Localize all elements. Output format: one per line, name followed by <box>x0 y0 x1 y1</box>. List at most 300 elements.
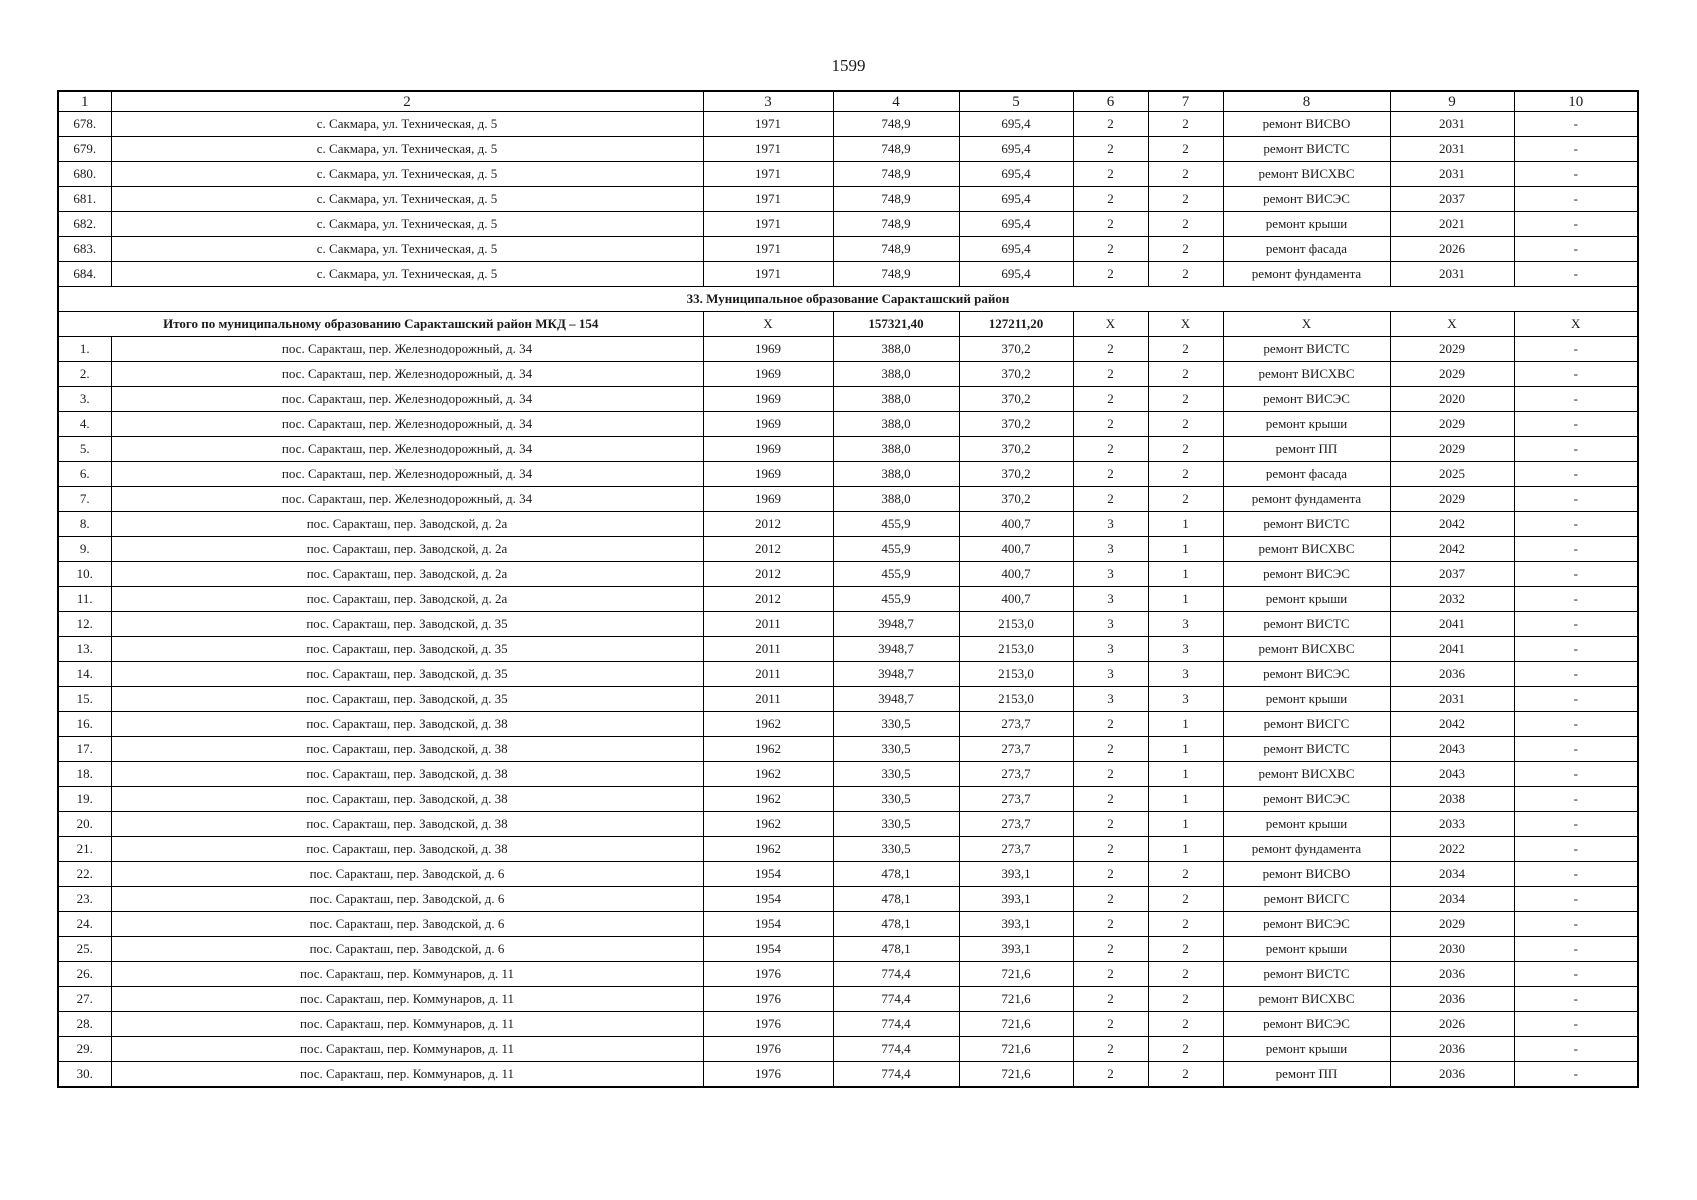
cell-living-area: 370,2 <box>959 437 1073 462</box>
cell-row-number: 18. <box>58 762 111 787</box>
table-row <box>58 562 1638 587</box>
cell-total-area: 748,9 <box>833 262 959 287</box>
cell-planned-year: 2043 <box>1390 762 1514 787</box>
cell-row-number: 28. <box>58 1012 111 1037</box>
cell-address: пос. Саракташ, пер. Железнодорожный, д. 34 <box>111 462 703 487</box>
cell-work-type: ремонт крыши <box>1223 1037 1390 1062</box>
cell-year-built: 1954 <box>703 862 833 887</box>
cell-note: - <box>1514 362 1638 387</box>
cell-planned-year: 2029 <box>1390 337 1514 362</box>
cell-row-number: 30. <box>58 1062 111 1088</box>
table-row <box>58 937 1638 962</box>
cell-note: - <box>1514 487 1638 512</box>
cell-planned-year: 2043 <box>1390 737 1514 762</box>
cell-floors: 2 <box>1073 887 1148 912</box>
cell-year-built: 2012 <box>703 512 833 537</box>
cell-note: - <box>1514 962 1638 987</box>
table-row <box>58 137 1638 162</box>
cell-note: - <box>1514 187 1638 212</box>
cell-note: - <box>1514 712 1638 737</box>
cell-floors: 2 <box>1073 337 1148 362</box>
cell-row-number: 678. <box>58 112 111 137</box>
cell-work-type: ремонт ВИСТС <box>1223 737 1390 762</box>
cell-note: - <box>1514 587 1638 612</box>
cell-total-area: 388,0 <box>833 412 959 437</box>
cell-total-area: 3948,7 <box>833 687 959 712</box>
cell-note: - <box>1514 562 1638 587</box>
cell-note: - <box>1514 1062 1638 1088</box>
column-header-4: 4 <box>833 91 959 112</box>
cell-address: пос. Саракташ, пер. Коммунаров, д. 11 <box>111 962 703 987</box>
cell-living-area: 2153,0 <box>959 612 1073 637</box>
table-row <box>58 587 1638 612</box>
cell-planned-year: 2036 <box>1390 1062 1514 1088</box>
cell-note: - <box>1514 737 1638 762</box>
cell-year-built: 1971 <box>703 262 833 287</box>
cell-floors: 2 <box>1073 1037 1148 1062</box>
cell-year-built: 1969 <box>703 487 833 512</box>
cell-total-area: 478,1 <box>833 912 959 937</box>
cell-note: - <box>1514 887 1638 912</box>
cell-entrances: 2 <box>1148 262 1223 287</box>
cell-floors: 2 <box>1073 762 1148 787</box>
cell-entrances: 2 <box>1148 112 1223 137</box>
cell-total-area: 388,0 <box>833 487 959 512</box>
cell-living-area: 695,4 <box>959 237 1073 262</box>
cell-year-built: 1969 <box>703 387 833 412</box>
cell-year-built: 1976 <box>703 987 833 1012</box>
cell-work-type: ремонт ПП <box>1223 1062 1390 1088</box>
cell-address: пос. Саракташ, пер. Заводской, д. 6 <box>111 862 703 887</box>
cell-note: - <box>1514 137 1638 162</box>
cell-row-number: 1. <box>58 337 111 362</box>
cell-planned-year: 2029 <box>1390 412 1514 437</box>
cell-total-area: 748,9 <box>833 162 959 187</box>
column-header-5: 5 <box>959 91 1073 112</box>
cell-entrances: 2 <box>1148 987 1223 1012</box>
cell-address: с. Сакмара, ул. Техническая, д. 5 <box>111 137 703 162</box>
cell-planned-year: 2042 <box>1390 537 1514 562</box>
cell-work-type: ремонт ВИСТС <box>1223 612 1390 637</box>
cell-total-area: 388,0 <box>833 337 959 362</box>
cell-work-type: ремонт ВИСГС <box>1223 712 1390 737</box>
cell-planned-year: 2041 <box>1390 612 1514 637</box>
cell-address: пос. Саракташ, пер. Заводской, д. 2а <box>111 587 703 612</box>
cell-living-area: 393,1 <box>959 862 1073 887</box>
cell-work-type: ремонт ВИСХВС <box>1223 637 1390 662</box>
total-planned-year: X <box>1390 312 1514 337</box>
table-row <box>58 787 1638 812</box>
table-row <box>58 187 1638 212</box>
cell-address: пос. Саракташ, пер. Заводской, д. 35 <box>111 637 703 662</box>
cell-work-type: ремонт ВИСВО <box>1223 112 1390 137</box>
total-living-area: 127211,20 <box>959 312 1073 337</box>
cell-note: - <box>1514 337 1638 362</box>
cell-floors: 2 <box>1073 387 1148 412</box>
cell-floors: 2 <box>1073 987 1148 1012</box>
table-row <box>58 162 1638 187</box>
cell-living-area: 2153,0 <box>959 687 1073 712</box>
cell-row-number: 13. <box>58 637 111 662</box>
cell-note: - <box>1514 387 1638 412</box>
cell-floors: 2 <box>1073 487 1148 512</box>
table-row <box>58 687 1638 712</box>
column-header-10: 10 <box>1514 91 1638 112</box>
cell-row-number: 5. <box>58 437 111 462</box>
cell-entrances: 2 <box>1148 187 1223 212</box>
cell-address: пос. Саракташ, пер. Заводской, д. 38 <box>111 837 703 862</box>
cell-note: - <box>1514 412 1638 437</box>
cell-entrances: 2 <box>1148 1037 1223 1062</box>
cell-row-number: 24. <box>58 912 111 937</box>
cell-total-area: 3948,7 <box>833 612 959 637</box>
cell-entrances: 1 <box>1148 712 1223 737</box>
cell-planned-year: 2029 <box>1390 912 1514 937</box>
cell-total-area: 330,5 <box>833 762 959 787</box>
cell-address: пос. Саракташ, пер. Заводской, д. 35 <box>111 662 703 687</box>
table-row <box>58 237 1638 262</box>
cell-planned-year: 2038 <box>1390 787 1514 812</box>
cell-living-area: 721,6 <box>959 1012 1073 1037</box>
cell-row-number: 7. <box>58 487 111 512</box>
table-row <box>58 862 1638 887</box>
cell-address: с. Сакмара, ул. Техническая, д. 5 <box>111 187 703 212</box>
cell-living-area: 370,2 <box>959 387 1073 412</box>
cell-entrances: 2 <box>1148 437 1223 462</box>
cell-entrances: 1 <box>1148 512 1223 537</box>
cell-year-built: 1976 <box>703 962 833 987</box>
cell-entrances: 1 <box>1148 737 1223 762</box>
cell-planned-year: 2031 <box>1390 137 1514 162</box>
cell-year-built: 1976 <box>703 1012 833 1037</box>
column-header-1: 1 <box>58 91 111 112</box>
cell-total-area: 455,9 <box>833 562 959 587</box>
cell-address: пос. Саракташ, пер. Заводской, д. 2а <box>111 512 703 537</box>
cell-address: пос. Саракташ, пер. Заводской, д. 35 <box>111 612 703 637</box>
cell-planned-year: 2026 <box>1390 1012 1514 1037</box>
cell-address: пос. Саракташ, пер. Заводской, д. 38 <box>111 762 703 787</box>
cell-total-area: 748,9 <box>833 237 959 262</box>
cell-living-area: 695,4 <box>959 212 1073 237</box>
cell-work-type: ремонт ВИСЭС <box>1223 562 1390 587</box>
cell-row-number: 27. <box>58 987 111 1012</box>
cell-address: пос. Саракташ, пер. Заводской, д. 38 <box>111 737 703 762</box>
cell-work-type: ремонт ВИСЭС <box>1223 662 1390 687</box>
cell-note: - <box>1514 987 1638 1012</box>
column-header-8: 8 <box>1223 91 1390 112</box>
cell-living-area: 400,7 <box>959 562 1073 587</box>
total-label: Итого по муниципальному образованию Саракташский район МКД – 154 <box>58 312 703 337</box>
cell-living-area: 400,7 <box>959 587 1073 612</box>
cell-planned-year: 2042 <box>1390 712 1514 737</box>
cell-entrances: 2 <box>1148 937 1223 962</box>
cell-planned-year: 2025 <box>1390 462 1514 487</box>
cell-entrances: 2 <box>1148 237 1223 262</box>
cell-row-number: 19. <box>58 787 111 812</box>
cell-row-number: 6. <box>58 462 111 487</box>
cell-year-built: 2012 <box>703 562 833 587</box>
column-header-7: 7 <box>1148 91 1223 112</box>
cell-planned-year: 2031 <box>1390 162 1514 187</box>
cell-total-area: 388,0 <box>833 387 959 412</box>
cell-address: с. Сакмара, ул. Техническая, д. 5 <box>111 212 703 237</box>
cell-row-number: 8. <box>58 512 111 537</box>
cell-year-built: 1971 <box>703 187 833 212</box>
cell-floors: 2 <box>1073 1012 1148 1037</box>
cell-floors: 2 <box>1073 412 1148 437</box>
cell-floors: 2 <box>1073 187 1148 212</box>
cell-year-built: 1971 <box>703 112 833 137</box>
cell-total-area: 330,5 <box>833 837 959 862</box>
cell-row-number: 26. <box>58 962 111 987</box>
cell-work-type: ремонт крыши <box>1223 937 1390 962</box>
table-row <box>58 637 1638 662</box>
cell-address: пос. Саракташ, пер. Заводской, д. 35 <box>111 687 703 712</box>
cell-entrances: 3 <box>1148 612 1223 637</box>
cell-row-number: 11. <box>58 587 111 612</box>
cell-planned-year: 2036 <box>1390 1037 1514 1062</box>
cell-living-area: 370,2 <box>959 412 1073 437</box>
table-row <box>58 387 1638 412</box>
cell-note: - <box>1514 637 1638 662</box>
cell-entrances: 2 <box>1148 212 1223 237</box>
cell-living-area: 721,6 <box>959 1062 1073 1088</box>
cell-floors: 2 <box>1073 462 1148 487</box>
table-row <box>58 462 1638 487</box>
cell-note: - <box>1514 837 1638 862</box>
table-body <box>58 112 1638 1088</box>
cell-entrances: 2 <box>1148 387 1223 412</box>
cell-planned-year: 2036 <box>1390 962 1514 987</box>
cell-entrances: 1 <box>1148 562 1223 587</box>
cell-row-number: 2. <box>58 362 111 387</box>
table-row <box>58 212 1638 237</box>
cell-row-number: 25. <box>58 937 111 962</box>
cell-entrances: 1 <box>1148 537 1223 562</box>
cell-note: - <box>1514 237 1638 262</box>
cell-note: - <box>1514 212 1638 237</box>
cell-row-number: 23. <box>58 887 111 912</box>
cell-entrances: 2 <box>1148 462 1223 487</box>
cell-floors: 2 <box>1073 212 1148 237</box>
cell-total-area: 748,9 <box>833 137 959 162</box>
table-row <box>58 362 1638 387</box>
cell-planned-year: 2037 <box>1390 187 1514 212</box>
cell-floors: 3 <box>1073 537 1148 562</box>
cell-address: с. Сакмара, ул. Техническая, д. 5 <box>111 237 703 262</box>
cell-entrances: 2 <box>1148 337 1223 362</box>
cell-year-built: 1962 <box>703 787 833 812</box>
cell-note: - <box>1514 462 1638 487</box>
cell-floors: 2 <box>1073 787 1148 812</box>
cell-row-number: 683. <box>58 237 111 262</box>
cell-floors: 2 <box>1073 737 1148 762</box>
housing-repair-table <box>57 90 1639 1088</box>
cell-year-built: 1954 <box>703 937 833 962</box>
cell-living-area: 393,1 <box>959 912 1073 937</box>
cell-work-type: ремонт крыши <box>1223 212 1390 237</box>
cell-year-built: 1971 <box>703 162 833 187</box>
cell-planned-year: 2036 <box>1390 662 1514 687</box>
cell-planned-year: 2031 <box>1390 112 1514 137</box>
cell-floors: 3 <box>1073 637 1148 662</box>
cell-living-area: 695,4 <box>959 162 1073 187</box>
cell-year-built: 1969 <box>703 362 833 387</box>
cell-floors: 3 <box>1073 562 1148 587</box>
cell-note: - <box>1514 862 1638 887</box>
table-row <box>58 112 1638 137</box>
cell-row-number: 3. <box>58 387 111 412</box>
cell-note: - <box>1514 812 1638 837</box>
cell-planned-year: 2029 <box>1390 437 1514 462</box>
cell-work-type: ремонт крыши <box>1223 587 1390 612</box>
cell-floors: 3 <box>1073 687 1148 712</box>
cell-address: пос. Саракташ, пер. Заводской, д. 6 <box>111 912 703 937</box>
cell-total-area: 478,1 <box>833 937 959 962</box>
cell-work-type: ремонт ВИСВО <box>1223 862 1390 887</box>
cell-work-type: ремонт ВИСГС <box>1223 887 1390 912</box>
cell-row-number: 12. <box>58 612 111 637</box>
cell-entrances: 1 <box>1148 812 1223 837</box>
cell-year-built: 1971 <box>703 212 833 237</box>
cell-row-number: 29. <box>58 1037 111 1062</box>
table-row <box>58 1037 1638 1062</box>
cell-work-type: ремонт ВИСЭС <box>1223 1012 1390 1037</box>
cell-row-number: 9. <box>58 537 111 562</box>
cell-living-area: 273,7 <box>959 787 1073 812</box>
cell-year-built: 1971 <box>703 237 833 262</box>
total-year-built: X <box>703 312 833 337</box>
cell-total-area: 388,0 <box>833 362 959 387</box>
cell-row-number: 679. <box>58 137 111 162</box>
cell-year-built: 2012 <box>703 587 833 612</box>
cell-year-built: 1976 <box>703 1062 833 1088</box>
cell-living-area: 273,7 <box>959 762 1073 787</box>
cell-floors: 2 <box>1073 912 1148 937</box>
cell-year-built: 2012 <box>703 537 833 562</box>
cell-row-number: 22. <box>58 862 111 887</box>
cell-entrances: 1 <box>1148 762 1223 787</box>
table-row <box>58 762 1638 787</box>
cell-total-area: 330,5 <box>833 737 959 762</box>
cell-floors: 3 <box>1073 662 1148 687</box>
cell-note: - <box>1514 612 1638 637</box>
cell-floors: 2 <box>1073 162 1148 187</box>
cell-work-type: ремонт фасада <box>1223 237 1390 262</box>
cell-planned-year: 2030 <box>1390 937 1514 962</box>
table-row <box>58 837 1638 862</box>
cell-row-number: 17. <box>58 737 111 762</box>
cell-living-area: 695,4 <box>959 262 1073 287</box>
cell-living-area: 695,4 <box>959 137 1073 162</box>
cell-note: - <box>1514 1012 1638 1037</box>
cell-total-area: 774,4 <box>833 1037 959 1062</box>
column-header-6: 6 <box>1073 91 1148 112</box>
cell-work-type: ремонт ВИСХВС <box>1223 987 1390 1012</box>
cell-living-area: 370,2 <box>959 462 1073 487</box>
cell-total-area: 774,4 <box>833 1062 959 1088</box>
cell-floors: 2 <box>1073 837 1148 862</box>
cell-address: пос. Саракташ, пер. Коммунаров, д. 11 <box>111 1012 703 1037</box>
cell-year-built: 1954 <box>703 912 833 937</box>
cell-total-area: 478,1 <box>833 862 959 887</box>
cell-total-area: 774,4 <box>833 962 959 987</box>
cell-floors: 2 <box>1073 362 1148 387</box>
cell-work-type: ремонт ВИСХВС <box>1223 762 1390 787</box>
cell-entrances: 3 <box>1148 662 1223 687</box>
cell-planned-year: 2032 <box>1390 587 1514 612</box>
cell-entrances: 1 <box>1148 787 1223 812</box>
cell-planned-year: 2021 <box>1390 212 1514 237</box>
cell-living-area: 273,7 <box>959 812 1073 837</box>
cell-entrances: 2 <box>1148 362 1223 387</box>
cell-year-built: 1954 <box>703 887 833 912</box>
cell-note: - <box>1514 537 1638 562</box>
cell-work-type: ремонт ВИСТС <box>1223 137 1390 162</box>
cell-work-type: ремонт крыши <box>1223 412 1390 437</box>
cell-floors: 2 <box>1073 262 1148 287</box>
cell-living-area: 721,6 <box>959 1037 1073 1062</box>
cell-note: - <box>1514 687 1638 712</box>
cell-address: пос. Саракташ, пер. Заводской, д. 38 <box>111 787 703 812</box>
cell-note: - <box>1514 437 1638 462</box>
cell-year-built: 1969 <box>703 412 833 437</box>
cell-address: пос. Саракташ, пер. Коммунаров, д. 11 <box>111 987 703 1012</box>
cell-floors: 2 <box>1073 862 1148 887</box>
cell-total-area: 774,4 <box>833 987 959 1012</box>
cell-living-area: 400,7 <box>959 512 1073 537</box>
cell-entrances: 2 <box>1148 887 1223 912</box>
cell-entrances: 1 <box>1148 837 1223 862</box>
cell-total-area: 330,5 <box>833 787 959 812</box>
table-row <box>58 737 1638 762</box>
cell-entrances: 2 <box>1148 162 1223 187</box>
table-row <box>58 1012 1638 1037</box>
cell-planned-year: 2031 <box>1390 687 1514 712</box>
page-number: 1599 <box>831 56 866 75</box>
total-work-type: X <box>1223 312 1390 337</box>
section-title: 33. Муниципальное образование Саракташский район <box>58 287 1638 312</box>
table-row <box>58 887 1638 912</box>
table-row <box>58 912 1638 937</box>
cell-living-area: 695,4 <box>959 112 1073 137</box>
table-row <box>58 537 1638 562</box>
cell-planned-year: 2026 <box>1390 237 1514 262</box>
cell-living-area: 393,1 <box>959 937 1073 962</box>
section-total-row <box>58 312 1638 337</box>
cell-year-built: 1962 <box>703 712 833 737</box>
cell-entrances: 3 <box>1148 687 1223 712</box>
cell-note: - <box>1514 912 1638 937</box>
cell-total-area: 455,9 <box>833 512 959 537</box>
cell-planned-year: 2029 <box>1390 362 1514 387</box>
cell-living-area: 2153,0 <box>959 662 1073 687</box>
cell-address: пос. Саракташ, пер. Заводской, д. 2а <box>111 562 703 587</box>
table-row <box>58 612 1638 637</box>
cell-address: пос. Саракташ, пер. Железнодорожный, д. 34 <box>111 387 703 412</box>
cell-total-area: 3948,7 <box>833 662 959 687</box>
cell-planned-year: 2020 <box>1390 387 1514 412</box>
cell-entrances: 2 <box>1148 962 1223 987</box>
cell-living-area: 393,1 <box>959 887 1073 912</box>
cell-total-area: 748,9 <box>833 212 959 237</box>
cell-year-built: 1962 <box>703 812 833 837</box>
cell-address: пос. Саракташ, пер. Железнодорожный, д. 34 <box>111 487 703 512</box>
cell-living-area: 370,2 <box>959 487 1073 512</box>
cell-note: - <box>1514 1037 1638 1062</box>
cell-year-built: 2011 <box>703 637 833 662</box>
cell-address: пос. Саракташ, пер. Заводской, д. 6 <box>111 937 703 962</box>
